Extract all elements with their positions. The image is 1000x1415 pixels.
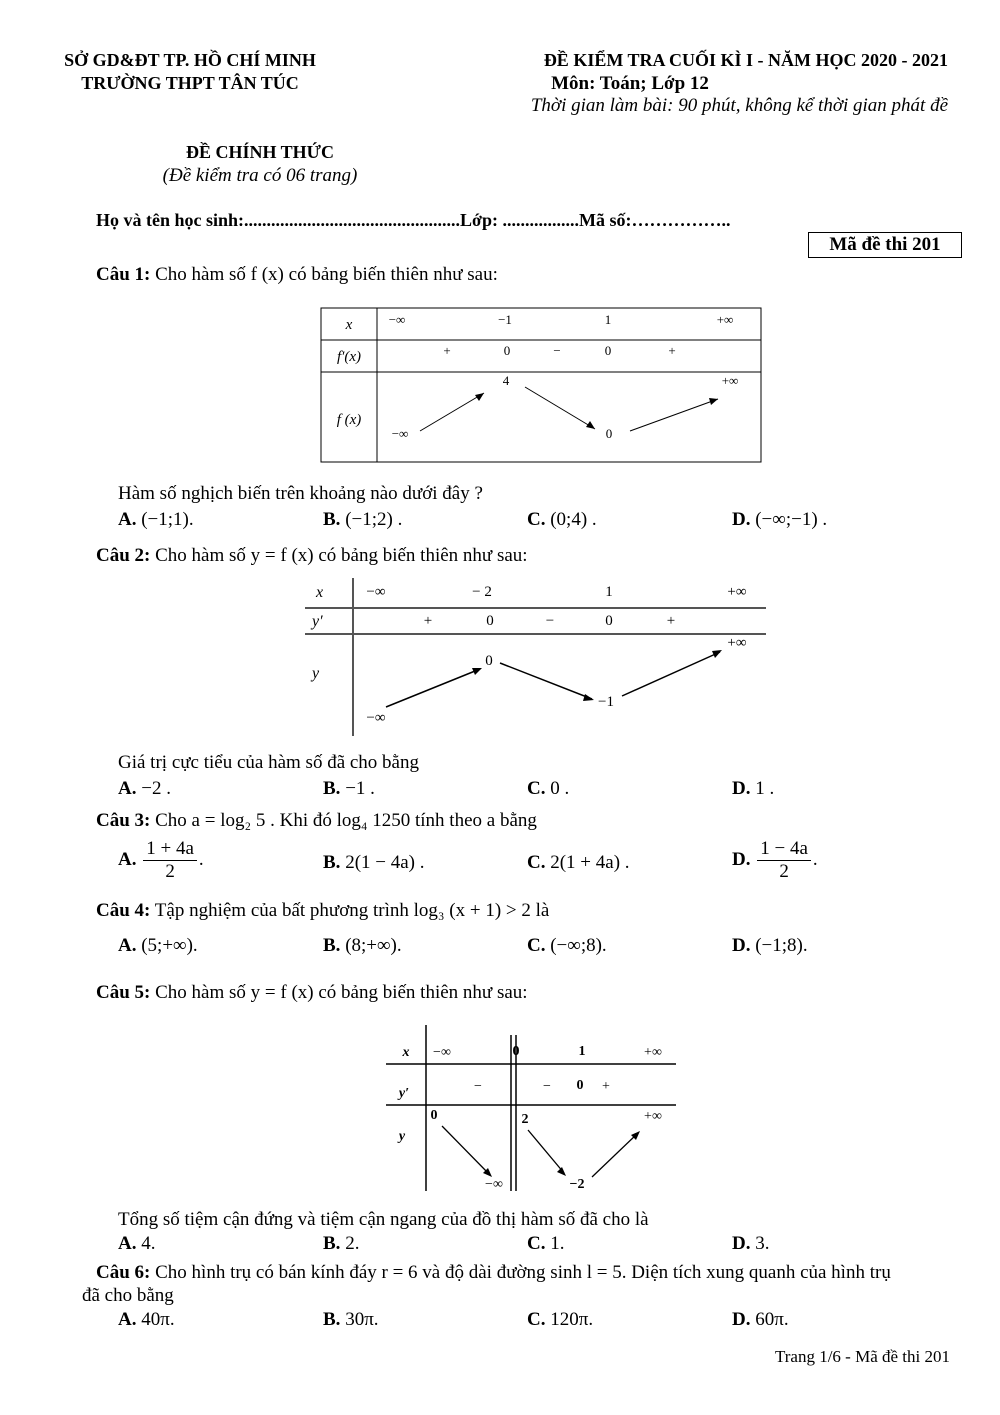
q1-fp-sign: 0 [604, 343, 612, 358]
q5-prompt: Tổng số tiệm cận đứng và tiệm cận ngang của đồ thị hàm số đã cho là [118, 1209, 649, 1230]
q5-text: Cho hàm số y = f (x) có bảng biến thiên như sau: [155, 982, 528, 1003]
q2-option-c[interactable]: C. 0 . [527, 778, 570, 799]
exam-title: ĐỀ KIỂM TRA CUỐI KÌ I - NĂM HỌC 2020 - 2021 [543, 50, 948, 70]
q2-x-val: −∞ [366, 584, 386, 600]
q2-stem [96, 545, 528, 567]
q4-text: Tập nghiệm của bất phương trình log₃ (x + 1) > 2 là [154, 900, 550, 921]
q1-prompt: Hàm số nghịch biến trên khoảng nào dưới đây ? [118, 483, 483, 504]
q2-option-b[interactable]: B. −1 . [323, 778, 375, 799]
q5-x-val: −∞ [433, 1045, 451, 1060]
q1-row-f: f (x) [336, 412, 362, 428]
q4-stem [96, 900, 549, 922]
q1-option-d[interactable]: D. (−∞;−1) . [732, 509, 828, 530]
q2-row-y: y [312, 665, 320, 682]
official-label: ĐỀ CHÍNH THỨC [185, 142, 335, 162]
q2-y-val: −1 [598, 694, 614, 710]
q5-variation-table [380, 1025, 680, 1193]
q3-option-c[interactable]: C. 2(1 + 4a) . [527, 852, 630, 873]
pages-note: (Đề kiểm tra có 06 trang) [162, 165, 358, 186]
q5-option-b[interactable]: B. 2. [323, 1233, 360, 1254]
q2-yp-sign: + [423, 613, 433, 629]
q2-option-a[interactable]: A. −2 . [118, 778, 171, 799]
student-info-line: Họ và tên học sinh:................................................Lớp: .................Mã số:…………….. [96, 210, 731, 230]
q4-option-c[interactable]: C. (−∞;8). [527, 935, 607, 956]
q2-option-d[interactable]: D. 1 . [732, 778, 775, 799]
q2-prompt: Giá trị cực tiểu của hàm số đã cho bằng [118, 752, 419, 773]
q1-f-val: +∞ [721, 373, 739, 388]
q2-x-val: − 2 [472, 584, 492, 600]
q2-row-yp: y′ [312, 613, 323, 630]
q2-y-val: 0 [485, 653, 493, 669]
school-name: TRƯỜNG THPT TÂN TÚC [81, 73, 299, 93]
q5-y-val: 0 [430, 1108, 438, 1123]
q5-row-yp: y′ [398, 1086, 410, 1101]
q5-x-val: 0 [512, 1044, 520, 1059]
q3-label: Câu 3: [96, 810, 151, 831]
q2-label: Câu 2: [96, 545, 151, 566]
q5-y-val: −∞ [485, 1177, 503, 1192]
q2-row-x: x [316, 584, 324, 601]
q3-option-d[interactable]: D. $\frac{1 - 4a}{2}$ . [732, 838, 818, 882]
q1-x-val: −∞ [388, 312, 406, 327]
q3-stem [96, 810, 537, 832]
q4-option-d[interactable]: D. (−1;8). [732, 935, 808, 956]
q5-option-d[interactable]: D. 3. [732, 1233, 770, 1254]
time-line: Thời gian làm bài: 90 phút, không kể thời gian phát đề [530, 95, 948, 116]
q2-yp-sign: 0 [605, 613, 613, 629]
exam-code-box: Mã đề thi 201 [808, 232, 962, 258]
q3-text: Cho a = log₂ 5 . Khi đó log₄ 1250 tính theo a bằng [155, 810, 537, 831]
q6-stem [96, 1262, 966, 1284]
q4-label: Câu 4: [96, 900, 151, 921]
q6-text-cont: đã cho bằng [82, 1285, 174, 1306]
q1-fp-sign: + [668, 343, 676, 358]
q5-option-a[interactable]: A. 4. [118, 1233, 156, 1254]
q1-variation-table [320, 307, 763, 465]
q6-option-b[interactable]: B. 30π. [323, 1309, 379, 1330]
q1-option-c[interactable]: C. (0;4) . [527, 509, 597, 530]
q2-yp-sign: − [545, 613, 555, 629]
q5-option-c[interactable]: C. 1. [527, 1233, 565, 1254]
q5-y-val: +∞ [644, 1109, 662, 1124]
q1-option-a[interactable]: A. (−1;1). [118, 509, 194, 530]
q1-option-b[interactable]: B. (−1;2) . [323, 509, 403, 530]
subject-line: Môn: Toán; Lớp 12 [551, 73, 709, 94]
q5-yp-sign: − [543, 1079, 551, 1094]
q2-yp-sign: + [666, 613, 676, 629]
q5-yp-sign: − [474, 1079, 482, 1094]
q6-option-c[interactable]: C. 120π. [527, 1309, 594, 1330]
q5-yp-sign: 0 [576, 1078, 584, 1093]
q5-row-y: y [398, 1129, 406, 1144]
q1-f-val: 0 [605, 426, 613, 441]
q3-option-a[interactable]: A. $\frac{1 + 4a}{2}$ . [118, 838, 204, 882]
q4-option-b[interactable]: B. (8;+∞). [323, 935, 402, 956]
q1-x-val: +∞ [716, 312, 734, 327]
q1-f-val: 4 [502, 373, 510, 388]
q1-fp-sign: 0 [503, 343, 511, 358]
q5-yp-sign: + [602, 1079, 610, 1094]
q6-option-a[interactable]: A. 40π. [118, 1309, 175, 1330]
q2-x-val: +∞ [727, 584, 747, 600]
q3-option-b[interactable]: B. 2(1 − 4a) . [323, 852, 425, 873]
q6-label: Câu 6: [96, 1262, 151, 1283]
q5-y-val: −2 [569, 1177, 585, 1192]
q1-x-val: 1 [604, 312, 612, 327]
q5-stem [96, 982, 528, 1004]
q1-fp-sign: − [553, 343, 561, 358]
q1-text: Cho hàm số f (x) có bảng biến thiên như sau: [155, 264, 498, 285]
q1-row-fp: f′(x) [336, 349, 362, 365]
q2-x-val: 1 [605, 584, 613, 600]
q6-text: Cho hình trụ có bán kính đáy r = 6 và độ dài đường sinh l = 5. Diện tích xung quanh của hình trụ [155, 1262, 891, 1283]
q5-x-val: 1 [578, 1044, 586, 1059]
q1-label: Câu 1: [96, 264, 151, 285]
q2-text: Cho hàm số y = f (x) có bảng biến thiên như sau: [155, 545, 528, 566]
q1-x-val: −1 [498, 312, 512, 327]
q2-y-val: −∞ [366, 710, 386, 726]
q1-row-x: x [345, 317, 353, 333]
q1-stem [96, 264, 498, 286]
dept-name: SỞ GD&ĐT TP. HỒ CHÍ MINH [64, 50, 316, 70]
page-footer: Trang 1/6 - Mã đề thi 201 [774, 1347, 950, 1366]
q4-option-a[interactable]: A. (5;+∞). [118, 935, 198, 956]
q5-label: Câu 5: [96, 982, 151, 1003]
q2-variation-table [300, 578, 770, 738]
q1-f-val: −∞ [391, 426, 409, 441]
q2-y-val: +∞ [727, 635, 747, 651]
q6-option-d[interactable]: D. 60π. [732, 1309, 789, 1330]
q1-fp-sign: + [443, 343, 451, 358]
q2-yp-sign: 0 [486, 613, 494, 629]
q5-y-val: 2 [521, 1112, 529, 1127]
q5-row-x: x [402, 1045, 410, 1060]
q5-x-val: +∞ [644, 1045, 662, 1060]
